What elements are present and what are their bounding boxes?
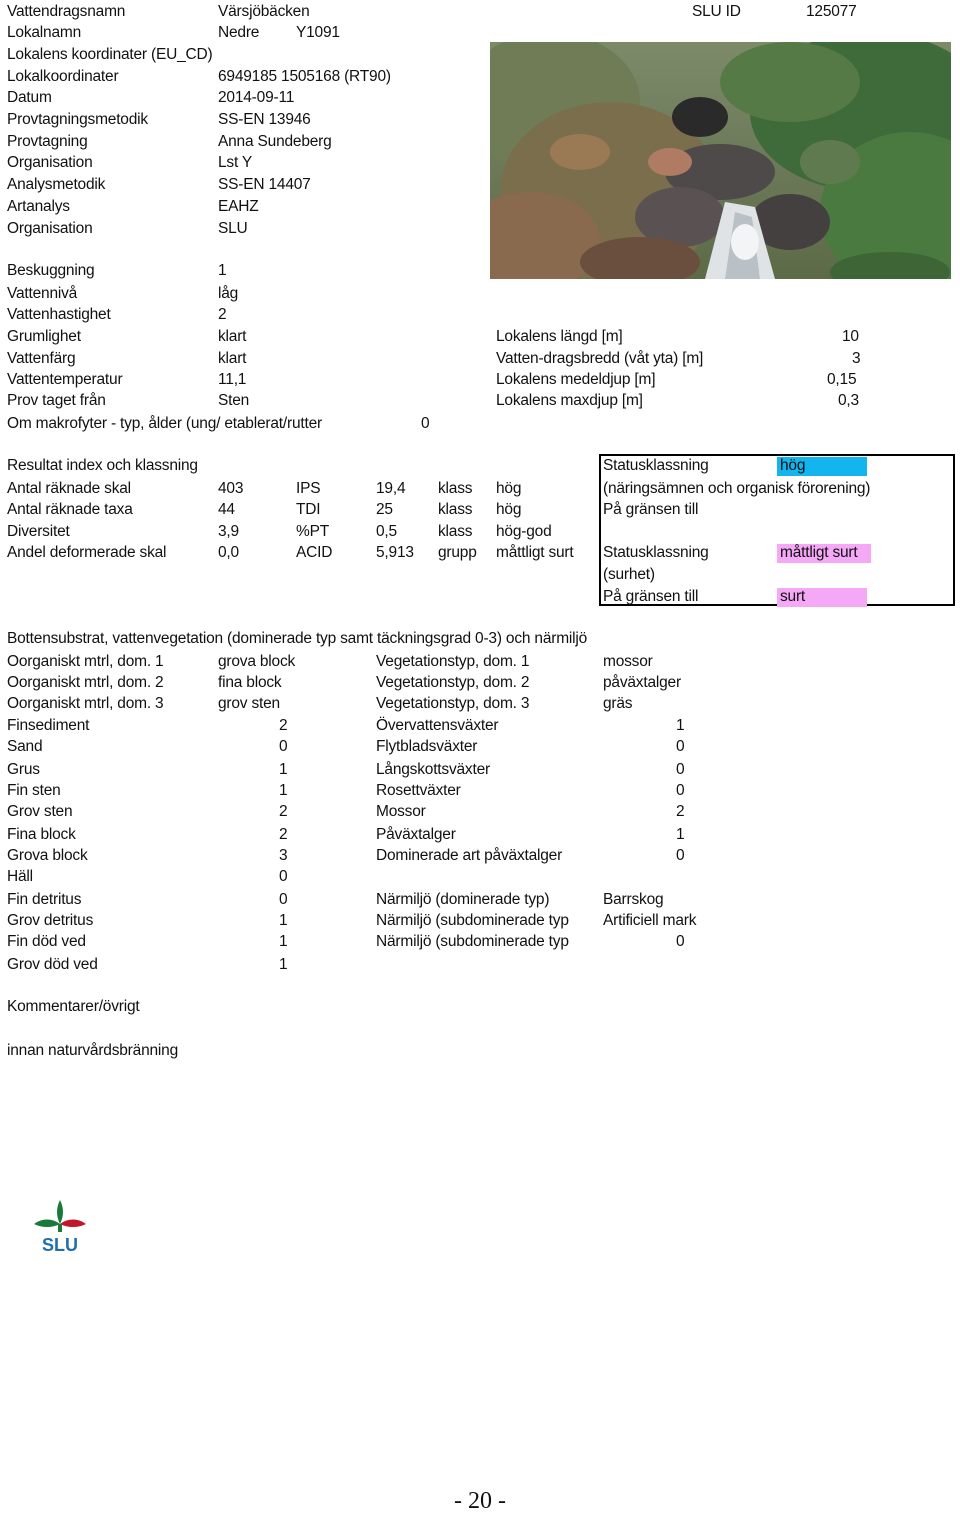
section-title: Bottensubstrat, vattenvegetation (dominerade typ samt täckningsgrad 0-3) och närmiljö	[7, 630, 588, 647]
veg-label: Dominerade art påväxtalger	[376, 847, 563, 864]
field-value: 0,15	[827, 371, 857, 388]
field-value: EAHZ	[218, 198, 259, 215]
slu-id-value: 125077	[806, 3, 857, 20]
status-label: Statusklassning	[603, 544, 709, 561]
field-value: Anna Sundeberg	[218, 133, 332, 150]
field-label: Organisation	[7, 220, 93, 237]
field-label: Lokalens längd [m]	[496, 328, 623, 345]
index-kind: klass	[438, 523, 473, 540]
veg-label: Övervattensväxter	[376, 717, 499, 734]
veg-label: Flytbladsväxter	[376, 738, 478, 755]
field-value: 11,1	[218, 371, 247, 388]
field-value: 0,0	[218, 544, 239, 561]
index-class: hög-god	[496, 523, 552, 540]
index-kind: klass	[438, 480, 473, 497]
veg-label: Långskottsväxter	[376, 761, 490, 778]
veg-value: 1	[676, 717, 685, 734]
field-value: grov sten	[218, 695, 280, 712]
veg-label: Närmiljö (subdominerade typ	[376, 912, 569, 929]
field-label: Grov död ved	[7, 956, 98, 973]
field-label: Vattentemperatur	[7, 371, 123, 388]
status-value: måttligt surt	[780, 544, 858, 561]
field-value: grova block	[218, 653, 296, 670]
index-name: TDI	[296, 501, 321, 518]
index-class: hög	[496, 480, 522, 497]
field-value: 6949185 1505168 (RT90)	[218, 68, 391, 85]
field-value: 1	[279, 956, 288, 973]
veg-label: Vegetationstyp, dom. 1	[376, 653, 530, 670]
field-value: 1	[279, 782, 288, 799]
field-label: Lokalens medeldjup [m]	[496, 371, 656, 388]
veg-value: Barrskog	[603, 891, 664, 908]
field-value: 3	[852, 350, 861, 367]
field-label: Lokalens koordinater (EU_CD)	[7, 46, 213, 63]
index-value: 0,5	[376, 523, 397, 540]
field-label: Fina block	[7, 826, 76, 843]
field-value: 2	[279, 826, 288, 843]
field-value: Värsjöbäcken	[218, 3, 310, 20]
field-label: Oorganiskt mtrl, dom. 2	[7, 674, 164, 691]
field-value: 2	[279, 717, 288, 734]
field-label: Fin död ved	[7, 933, 86, 950]
field-label: Sand	[7, 738, 43, 755]
veg-value: mossor	[603, 653, 653, 670]
field-value: SS-EN 13946	[218, 111, 311, 128]
status-subtitle: (surhet)	[603, 566, 655, 583]
field-value-secondary: Y1091	[296, 24, 340, 41]
field-value: 403	[218, 480, 244, 497]
veg-value: 1	[676, 826, 685, 843]
field-label: Fin sten	[7, 782, 61, 799]
field-value: 2	[218, 306, 227, 323]
comments-text: innan naturvårdsbränning	[7, 1042, 178, 1059]
field-value: Nedre	[218, 24, 260, 41]
field-value: fina block	[218, 674, 282, 691]
field-label: Om makrofyter - typ, ålder (ung/ etablerat/rutter	[7, 415, 322, 432]
field-value: SS-EN 14407	[218, 176, 311, 193]
field-label: Oorganiskt mtrl, dom. 3	[7, 695, 164, 712]
field-value: 0,3	[838, 392, 859, 409]
field-label: Oorganiskt mtrl, dom. 1	[7, 653, 164, 670]
field-label: Artanalys	[7, 198, 70, 215]
field-label: Provtagningsmetodik	[7, 111, 148, 128]
field-value: SLU	[218, 220, 248, 237]
field-value: 0	[279, 868, 288, 885]
comments-title: Kommentarer/övrigt	[7, 998, 140, 1015]
field-label: Analysmetodik	[7, 176, 106, 193]
veg-label: Påväxtalger	[376, 826, 456, 843]
slu-id-label: SLU ID	[692, 3, 741, 20]
field-label: Datum	[7, 89, 52, 106]
veg-value: 0	[676, 933, 685, 950]
veg-value: Artificiell mark	[603, 912, 697, 929]
field-value: 0	[421, 415, 430, 432]
field-label: Finsediment	[7, 717, 90, 734]
veg-label: Vegetationstyp, dom. 3	[376, 695, 530, 712]
field-label: Grov detritus	[7, 912, 94, 929]
veg-value: gräs	[603, 695, 633, 712]
veg-value: 0	[676, 782, 685, 799]
field-value: 1	[218, 262, 227, 279]
site-photo	[490, 42, 951, 279]
field-label: Vattenfärg	[7, 350, 76, 367]
field-value: 10	[842, 328, 859, 345]
field-value: 3,9	[218, 523, 239, 540]
veg-label: Närmiljö (dominerade typ)	[376, 891, 550, 908]
field-label: Grus	[7, 761, 40, 778]
field-label: Vattendragsnamn	[7, 3, 126, 20]
section-title: Resultat index och klassning	[7, 457, 198, 474]
field-value: Sten	[218, 392, 250, 409]
field-label: Antal räknade skal	[7, 480, 131, 497]
field-label: Vatten-dragsbredd (våt yta) [m]	[496, 350, 704, 367]
field-label: Vattennivå	[7, 285, 78, 302]
index-name: %PT	[296, 523, 329, 540]
veg-label: Närmiljö (subdominerade typ	[376, 933, 569, 950]
field-label: Provtagning	[7, 133, 88, 150]
field-value: låg	[218, 285, 239, 302]
veg-label: Mossor	[376, 803, 426, 820]
field-value: 0	[279, 738, 288, 755]
status-subtitle: (näringsämnen och organisk förorening)	[603, 480, 871, 497]
field-value: Lst Y	[218, 154, 253, 171]
index-class: måttligt surt	[496, 544, 574, 561]
field-value: klart	[218, 328, 247, 345]
status-border-label: På gränsen till	[603, 501, 699, 518]
index-name: IPS	[296, 480, 321, 497]
field-value: 0	[279, 891, 288, 908]
field-value: 44	[218, 501, 235, 518]
field-label: Grumlighet	[7, 328, 81, 345]
status-label: Statusklassning	[603, 457, 709, 474]
field-label: Vattenhastighet	[7, 306, 111, 323]
index-value: 25	[376, 501, 393, 518]
field-label: Diversitet	[7, 523, 70, 540]
veg-value: 2	[676, 803, 685, 820]
veg-value: 0	[676, 847, 685, 864]
index-kind: grupp	[438, 544, 477, 561]
status-value: hög	[780, 457, 806, 474]
status-border-value: surt	[780, 588, 806, 605]
field-label: Lokalkoordinater	[7, 68, 119, 85]
index-value: 5,913	[376, 544, 414, 561]
field-label: Grova block	[7, 847, 88, 864]
field-label: Lokalens maxdjup [m]	[496, 392, 643, 409]
status-border-label: På gränsen till	[603, 588, 699, 605]
index-name: ACID	[296, 544, 333, 561]
field-label: Prov taget från	[7, 392, 106, 409]
veg-value: påväxtalger	[603, 674, 681, 691]
index-class: hög	[496, 501, 522, 518]
veg-label: Vegetationstyp, dom. 2	[376, 674, 530, 691]
veg-label: Rosettväxter	[376, 782, 461, 799]
field-label: Häll	[7, 868, 33, 885]
field-value: 1	[279, 912, 288, 929]
field-value: 1	[279, 761, 288, 778]
field-label: Fin detritus	[7, 891, 82, 908]
field-label: Lokalnamn	[7, 24, 82, 41]
field-value: 2	[279, 803, 288, 820]
field-value: 3	[279, 847, 288, 864]
page-number: - 20 -	[454, 1488, 506, 1514]
slu-logo	[30, 1198, 90, 1254]
field-label: Grov sten	[7, 803, 73, 820]
index-kind: klass	[438, 501, 473, 518]
slu-logo-text: SLU	[42, 1235, 78, 1254]
index-value: 19,4	[376, 480, 406, 497]
field-value: klart	[218, 350, 247, 367]
field-value: 2014-09-11	[218, 89, 295, 106]
field-label: Beskuggning	[7, 262, 95, 279]
field-value: 1	[279, 933, 288, 950]
veg-value: 0	[676, 761, 685, 778]
veg-value: 0	[676, 738, 685, 755]
field-label: Antal räknade taxa	[7, 501, 133, 518]
field-label: Organisation	[7, 154, 93, 171]
field-label: Andel deformerade skal	[7, 544, 167, 561]
